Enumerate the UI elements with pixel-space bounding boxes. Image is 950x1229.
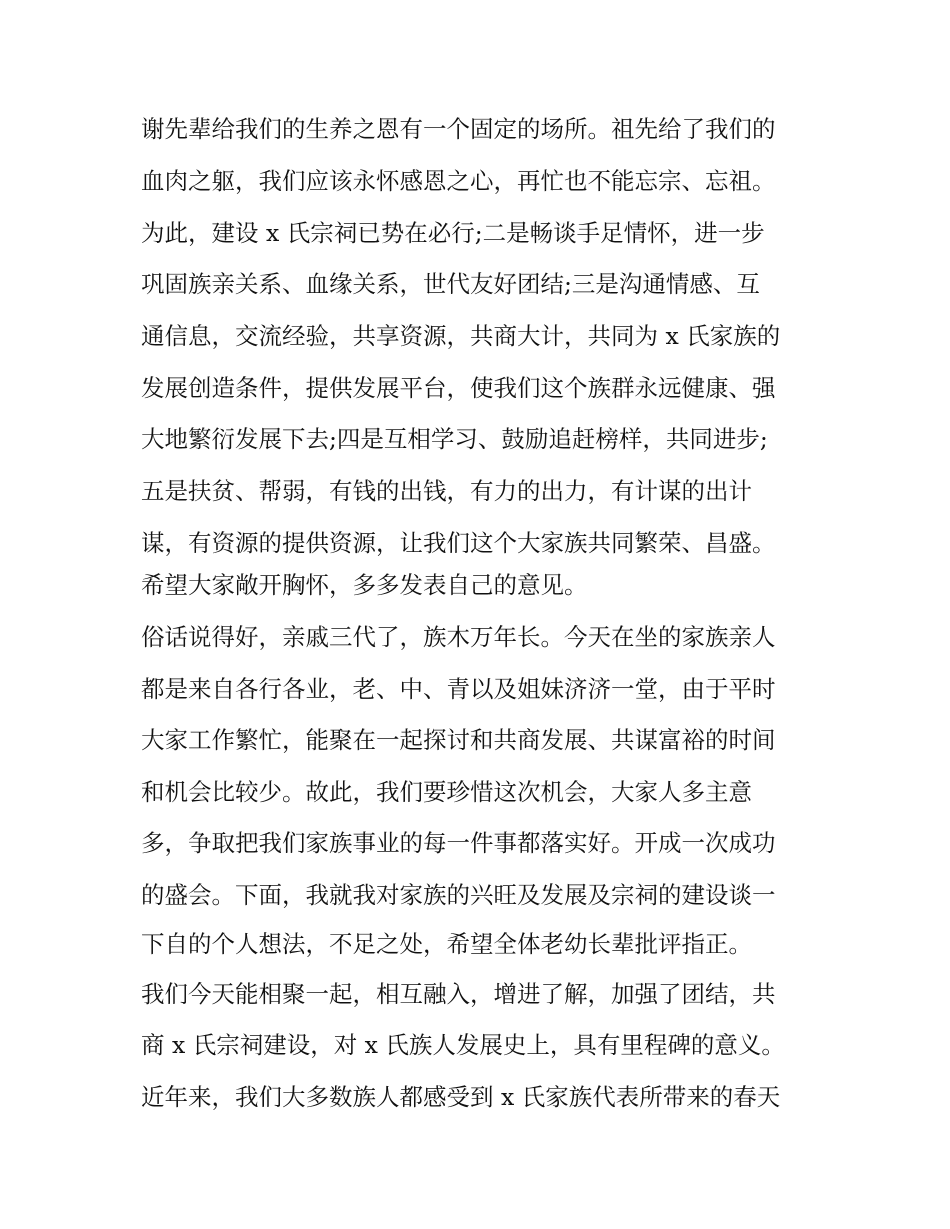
text-line: 的盛会。下面，我就我对家族的兴旺及发展及宗祠的建设谈一 (141, 881, 776, 909)
text-line: 五是扶贫、帮弱，有钱的出钱，有力的出力，有计谋的出计 (141, 477, 752, 505)
text-line: 大家工作繁忙，能聚在一起探讨和共商发展、共谋富裕的时间 (141, 726, 776, 754)
text-line: 下自的个人想法，不足之处，希望全体老幼长辈批评指正。 (141, 930, 752, 958)
text-line: 俗话说得好，亲戚三代了，族木万年长。今天在坐的家族亲人 (141, 623, 776, 651)
text-line: 通信息，交流经验，共享资源，共商大计，共同为 x 氏家族的 (141, 322, 781, 350)
text-line: 和机会比较少。故此，我们要珍惜这次机会，大家人多主意 (141, 778, 752, 806)
text-line: 巩固族亲关系、血缘关系，世代友好团结;三是沟通情感、互 (141, 270, 760, 298)
text-line: 商 x 氏宗祠建设，对 x 氏族人发展史上，具有里程碑的意义。 (141, 1031, 785, 1059)
text-line: 希望大家敞开胸怀，多多发表自己的意见。 (141, 571, 588, 599)
text-line: 血肉之躯，我们应该永怀感恩之心，再忙也不能忘宗、忘祖。 (141, 167, 776, 195)
text-line: 谋，有资源的提供资源，让我们这个大家族共同繁荣、昌盛。 (141, 529, 776, 557)
text-line: 都是来自各行各业，老、中、青以及姐妹济济一堂，由于平时 (141, 675, 776, 703)
text-line: 发展创造条件，提供发展平台，使我们这个族群永远健康、强 (141, 374, 776, 402)
text-line: 我们今天能相聚一起，相互融入，增进了解，加强了团结，共 (141, 980, 776, 1008)
text-line: 为此，建设 x 氏宗祠已势在必行;二是畅谈手足情怀，进一步 (141, 219, 765, 247)
text-line: 近年来，我们大多数族人都感受到 x 氏家族代表所带来的春天 (141, 1083, 781, 1111)
text-line: 多，争取把我们家族事业的每一件事都落实好。开成一次成功 (141, 829, 776, 857)
text-line: 谢先辈给我们的生养之恩有一个固定的场所。祖先给了我们的 (141, 115, 776, 143)
text-line: 大地繁衍发展下去;四是互相学习、鼓励追赶榜样，共同进步; (141, 425, 768, 453)
